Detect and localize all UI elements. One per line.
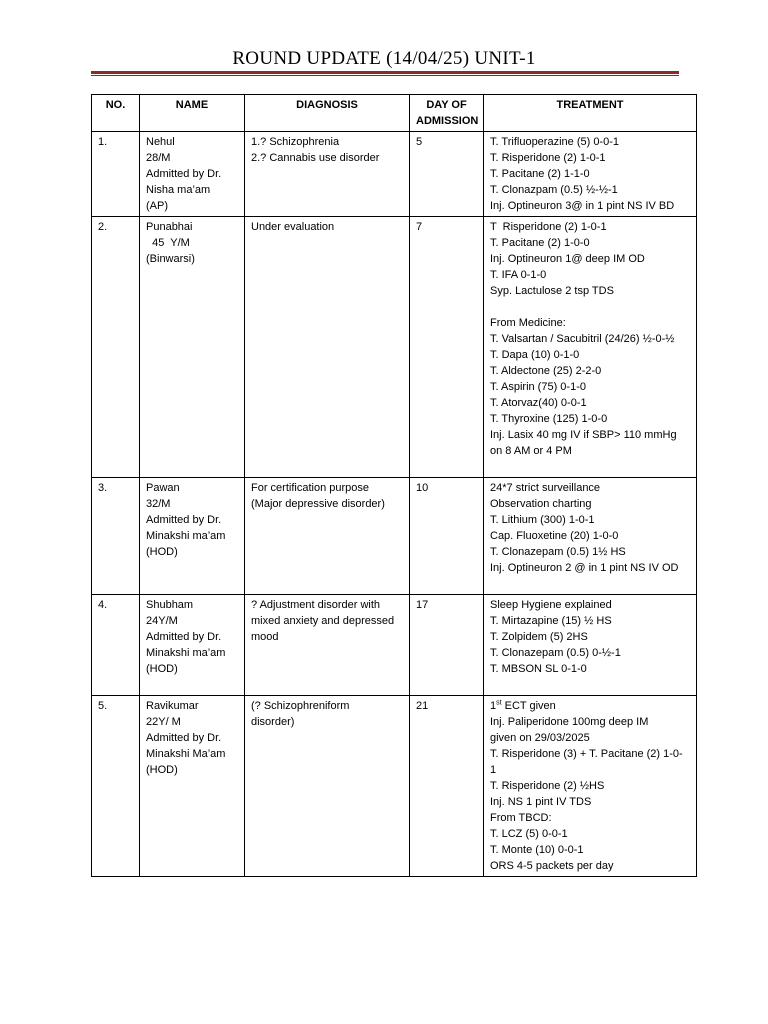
treatment-line: T Risperidone (2) 1-0-1: [490, 221, 607, 233]
cell-patient-name: [140, 595, 245, 696]
treatment-line: T. Pacitane (2) 1-0-0: [490, 237, 590, 249]
treatment-line: T. Risperidone (2) 1-0-1: [490, 152, 606, 164]
treatment-line: T. Monte (10) 0-0-1: [490, 844, 584, 856]
diagnosis-line: ? Adjustment disorder with: [251, 599, 381, 611]
treatment-line: T. Valsartan / Sacubitril (24/26) ½-0-½: [490, 333, 675, 345]
name-line: Admitted by Dr.: [146, 631, 222, 643]
treatment-line: Inj. Optineuron 3@ in 1 pint NS IV BD: [490, 200, 675, 212]
cell-diagnosis: [245, 132, 410, 217]
name-line: 28/M: [146, 152, 171, 164]
name-line: Nehul: [146, 136, 175, 148]
diagnosis-line: mood: [251, 631, 279, 643]
treatment-line: [490, 299, 690, 315]
treatment-line: Observation charting: [490, 498, 592, 510]
cell-patient-name: [140, 132, 245, 217]
treatment-line: T. Clonazepam (0.5) 0-½-1: [490, 647, 621, 659]
treatment-line: given on 29/03/2025: [490, 732, 590, 744]
cell-treatment: [484, 595, 697, 696]
name-line: (HOD): [146, 663, 178, 675]
name-line: Punabhai: [146, 221, 193, 233]
treatment-line: Inj. NS 1 pint IV TDS: [490, 796, 592, 808]
name-line: Shubham: [146, 599, 194, 611]
table-row: [92, 217, 697, 478]
name-line: Admitted by Dr.: [146, 514, 222, 526]
treatment-line: T. Zolpidem (5) 2HS: [490, 631, 588, 643]
name-line: (AP): [146, 200, 168, 212]
name-line: Admitted by Dr.: [146, 168, 222, 180]
cell-diagnosis: [245, 217, 410, 478]
header-diagnosis: DIAGNOSIS: [245, 95, 410, 132]
treatment-line: T. Risperidone (2) ½HS: [490, 780, 605, 792]
cell-serial-no: 4.: [92, 595, 140, 696]
treatment-line: T. Dapa (10) 0-1-0: [490, 349, 580, 361]
treatment-line: 1: [490, 764, 497, 776]
name-line: 24Y/M: [146, 615, 178, 627]
treatment-line: T. Trifluoperazine (5) 0-0-1: [490, 136, 619, 148]
treatment-line: [490, 677, 690, 693]
name-line: Nisha ma’am: [146, 184, 211, 196]
treatment-line: on 8 AM or 4 PM: [490, 445, 572, 457]
cell-day-of-admission: 21: [410, 696, 484, 877]
page-title: ROUND UPDATE (14/04/25) UNIT-1: [232, 48, 536, 69]
name-line: Minakshi ma’am: [146, 530, 226, 542]
treatment-line: T. Risperidone (3) + T. Pacitane (2) 1-0-: [490, 748, 683, 760]
header-name: NAME: [140, 95, 245, 132]
treatment-line: [490, 459, 690, 475]
treatment-line: From TBCD:: [490, 812, 552, 824]
treatment-line: T. Thyroxine (125) 1-0-0: [490, 413, 608, 425]
diagnosis-line: 1.? Schizophrenia: [251, 136, 340, 148]
treatment-line: T. Lithium (300) 1-0-1: [490, 514, 595, 526]
name-line: (HOD): [146, 546, 178, 558]
cell-patient-name: [140, 217, 245, 478]
diagnosis-line: (Major depressive disorder): [251, 498, 385, 510]
cell-treatment: [484, 696, 697, 877]
diagnosis-line: 2.? Cannabis use disorder: [251, 152, 380, 164]
treatment-line: Cap. Fluoxetine (20) 1-0-0: [490, 530, 619, 542]
treatment-line: Syp. Lactulose 2 tsp TDS: [490, 285, 614, 297]
table-row: [92, 696, 697, 877]
header-day-of-admission: DAY OF ADMISSION: [410, 95, 484, 132]
name-line: Minakshi Ma’am: [146, 748, 226, 760]
treatment-line: T. Clonazpam (0.5) ½-½-1: [490, 184, 618, 196]
treatment-ordinal-suffix: st: [496, 699, 502, 707]
name-line: Ravikumar: [146, 700, 199, 712]
cell-day-of-admission: 5: [410, 132, 484, 217]
cell-treatment: [484, 132, 697, 217]
table-row: [92, 478, 697, 595]
cell-day-of-admission: 10: [410, 478, 484, 595]
cell-diagnosis: [245, 595, 410, 696]
treatment-line: Sleep Hygiene explained: [490, 599, 612, 611]
name-line: Minakshi ma’am: [146, 647, 226, 659]
treatment-line: 24*7 strict surveillance: [490, 482, 601, 494]
cell-treatment: [484, 478, 697, 595]
table-row: [92, 595, 697, 696]
treatment-line: T. MBSON SL 0-1-0: [490, 663, 587, 675]
name-line: Admitted by Dr.: [146, 732, 222, 744]
name-line: 32/M: [146, 498, 171, 510]
treatment-ordinal-number: 1: [490, 700, 497, 712]
header-no: NO.: [92, 95, 140, 132]
cell-day-of-admission: 7: [410, 217, 484, 478]
treatment-line: Inj. Optineuron 2 @ in 1 pint NS IV OD: [490, 562, 679, 574]
diagnosis-line: (? Schizophreniform: [251, 700, 350, 712]
cell-treatment: [484, 217, 697, 478]
cell-serial-no: 5.: [92, 696, 140, 877]
cell-serial-no: 1.: [92, 132, 140, 217]
cell-patient-name: [140, 478, 245, 595]
treatment-line: T. Atorvaz(40) 0-0-1: [490, 397, 587, 409]
cell-diagnosis: [245, 478, 410, 595]
treatment-line-text: ECT given: [501, 700, 556, 712]
treatment-line: T. Clonazepam (0.5) 1½ HS: [490, 546, 626, 558]
name-line: (Binwarsi): [146, 253, 195, 265]
treatment-line: T. Pacitane (2) 1-1-0: [490, 168, 590, 180]
treatment-line: From Medicine:: [490, 317, 566, 329]
cell-day-of-admission: 17: [410, 595, 484, 696]
treatment-line: Inj. Paliperidone 100mg deep IM: [490, 716, 649, 728]
diagnosis-line: mixed anxiety and depressed: [251, 615, 395, 627]
name-line: 22Y/ M: [146, 716, 181, 728]
name-line: 45 Y/M: [146, 237, 190, 249]
diagnosis-line: Under evaluation: [251, 221, 335, 233]
treatment-line: T. Aldectone (25) 2-2-0: [490, 365, 602, 377]
name-line: Pawan: [146, 482, 180, 494]
treatment-line: [490, 576, 690, 592]
treatment-line: T. IFA 0-1-0: [490, 269, 547, 281]
round-update-table: [91, 94, 697, 877]
treatment-line: T. LCZ (5) 0-0-1: [490, 828, 568, 840]
name-line: (HOD): [146, 764, 178, 776]
treatment-line: Inj. Lasix 40 mg IV if SBP> 110 mmHg: [490, 429, 677, 441]
cell-serial-no: 3.: [92, 478, 140, 595]
treatment-line: T. Mirtazapine (15) ½ HS: [490, 615, 612, 627]
treatment-line: T. Aspirin (75) 0-1-0: [490, 381, 586, 393]
treatment-line: ORS 4-5 packets per day: [490, 860, 614, 872]
table-header-row: [92, 95, 697, 132]
diagnosis-line: For certification purpose: [251, 482, 369, 494]
diagnosis-line: disorder): [251, 716, 295, 728]
treatment-line: Inj. Optineuron 1@ deep IM OD: [490, 253, 645, 265]
cell-diagnosis: [245, 696, 410, 877]
table-row: [92, 132, 697, 217]
cell-patient-name: [140, 696, 245, 877]
cell-serial-no: 2.: [92, 217, 140, 478]
header-treatment: TREATMENT: [484, 95, 697, 132]
treatment-line: [490, 698, 690, 714]
